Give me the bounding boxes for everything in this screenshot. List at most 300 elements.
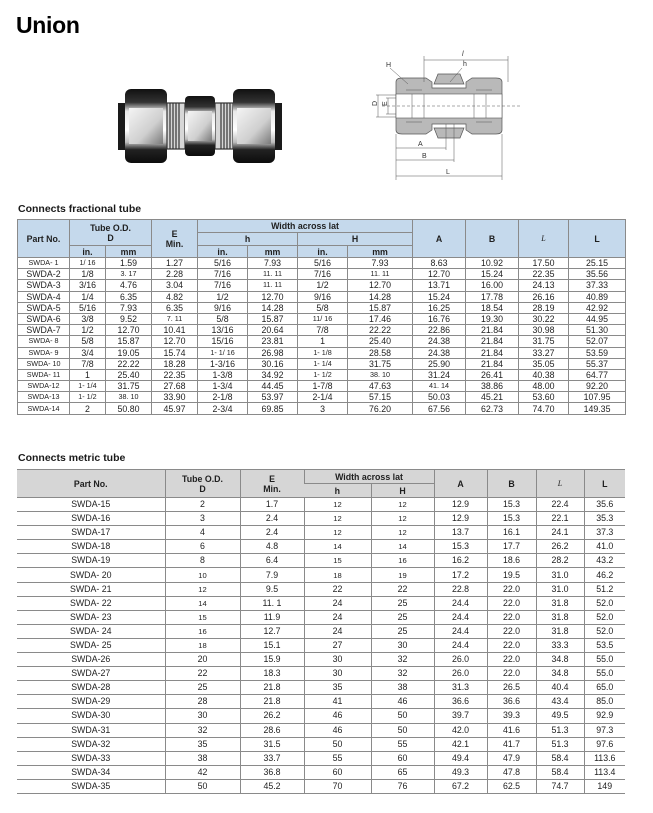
cell-b: 15.3 xyxy=(487,498,536,512)
table-row xyxy=(18,392,626,403)
cell-e-min: 3.04 xyxy=(152,280,198,291)
cell-h-mm: 15.87 xyxy=(248,313,298,324)
fractional-tube-table xyxy=(17,219,626,415)
cell-h: 18 xyxy=(304,568,371,582)
cell-H: 19 xyxy=(371,568,434,582)
cell-b: 17.78 xyxy=(466,291,519,302)
col-header-l-big: L xyxy=(569,220,626,258)
table-row xyxy=(17,526,625,540)
cell-h-in: 1-3/4 xyxy=(198,381,248,392)
cell-a: 31.3 xyxy=(434,681,487,695)
cell-l-small: 58.4 xyxy=(536,751,584,765)
cell-l-small: 17.50 xyxy=(519,258,569,269)
col-header-d-in: in. xyxy=(70,246,106,258)
cell-part-no: SWDA- 22 xyxy=(17,596,165,610)
cell-b: 21.84 xyxy=(466,336,519,347)
min-label: Min. xyxy=(165,238,184,249)
cell-tube-od-d: 22 xyxy=(165,667,240,681)
cell-b: 16.1 xyxy=(487,526,536,540)
fractional-section-title: Connects fractional tube xyxy=(18,203,142,215)
cell-tube-od-d: 50 xyxy=(165,779,240,793)
cell-h-in: 2-3/4 xyxy=(198,403,248,414)
cell-l-big: 107.95 xyxy=(569,392,626,403)
cell-l-small: 24.13 xyxy=(519,280,569,291)
metric-tube-table xyxy=(17,469,625,794)
cell-l-small: 26.2 xyxy=(536,540,584,554)
cell-tube-od-d: 38 xyxy=(165,751,240,765)
cell-part-no: SWDA-18 xyxy=(17,540,165,554)
cell-d-mm: 15.87 xyxy=(106,336,152,347)
col-header-l-small: L xyxy=(519,220,569,258)
cell-part-no: SWDA-28 xyxy=(17,681,165,695)
cell-l-big: 64.77 xyxy=(569,369,626,380)
cell-a: 17.2 xyxy=(434,568,487,582)
cell-l-small: 48.00 xyxy=(519,381,569,392)
cell-d-in: 1/2 xyxy=(70,325,106,336)
label-l: l xyxy=(462,51,464,58)
col-header-tube-od xyxy=(165,470,240,498)
cell-l-small: 34.8 xyxy=(536,667,584,681)
cell-e-min: 6.35 xyxy=(152,302,198,313)
min-label: Min. xyxy=(263,483,281,494)
table-row xyxy=(17,695,625,709)
cell-h-mm: 7.93 xyxy=(248,258,298,269)
cell-l-big: 113.6 xyxy=(584,751,625,765)
cell-l-big: 35.56 xyxy=(569,269,626,280)
metric-section-title: Connects metric tube xyxy=(18,452,126,464)
cell-tube-od-d: 4 xyxy=(165,526,240,540)
cell-H-mm: 7.93 xyxy=(348,258,413,269)
cell-H-in: 7/16 xyxy=(298,269,348,280)
cell-a: 12.9 xyxy=(434,512,487,526)
cell-b: 62.5 xyxy=(487,779,536,793)
cell-h: 41 xyxy=(304,695,371,709)
e-label: E xyxy=(269,473,275,484)
cell-d-in: 3/8 xyxy=(70,313,106,324)
cell-d-mm: 31.75 xyxy=(106,381,152,392)
table-row xyxy=(17,638,625,652)
col-header-part-no: Part No. xyxy=(18,220,70,258)
cell-h-in: 1/2 xyxy=(198,291,248,302)
table-row xyxy=(17,582,625,596)
cell-l-small: 74.7 xyxy=(536,779,584,793)
cell-d-in: 5/8 xyxy=(70,336,106,347)
cell-h-in: 15/16 xyxy=(198,336,248,347)
cell-l-small: 28.2 xyxy=(536,554,584,568)
cell-l-big: 51.30 xyxy=(569,325,626,336)
cell-b: 38.86 xyxy=(466,381,519,392)
col-header-h-big: H xyxy=(371,484,434,498)
d-label: D xyxy=(107,232,114,243)
cell-b: 15.3 xyxy=(487,512,536,526)
cell-part-no: SWDA- 25 xyxy=(17,638,165,652)
cell-a: 13.7 xyxy=(434,526,487,540)
cell-H-mm: 22.22 xyxy=(348,325,413,336)
col-header-e-min xyxy=(240,470,304,498)
col-header-d-mm: mm xyxy=(106,246,152,258)
cell-e-min: 36.8 xyxy=(240,765,304,779)
cell-H-in: 9/16 xyxy=(298,291,348,302)
cell-H: 55 xyxy=(371,737,434,751)
cell-H-mm: 15.87 xyxy=(348,302,413,313)
cell-b: 45.21 xyxy=(466,392,519,403)
cell-h-in: 13/16 xyxy=(198,325,248,336)
cell-e-min: 15.74 xyxy=(152,347,198,358)
cell-h-in: 2-1/8 xyxy=(198,392,248,403)
cell-tube-od-d: 14 xyxy=(165,596,240,610)
cell-e-min: 12.7 xyxy=(240,624,304,638)
cell-b: 22.0 xyxy=(487,653,536,667)
union-fitting-photo xyxy=(115,86,285,166)
cell-part-no: SWDA-13 xyxy=(18,392,70,403)
cell-b: 21.84 xyxy=(466,347,519,358)
cell-d-in: 1 xyxy=(70,369,106,380)
cell-H-in: 1-7/8 xyxy=(298,381,348,392)
cell-b: 16.00 xyxy=(466,280,519,291)
cell-tube-od-d: 8 xyxy=(165,554,240,568)
cell-e-min: 28.6 xyxy=(240,723,304,737)
cell-h-in: 1- 1/ 16 xyxy=(198,347,248,358)
cell-part-no: SWDA-17 xyxy=(17,526,165,540)
cell-l-big: 113.4 xyxy=(584,765,625,779)
cell-part-no: SWDA-4 xyxy=(18,291,70,302)
cell-H: 12 xyxy=(371,498,434,512)
cell-h: 55 xyxy=(304,751,371,765)
cell-h: 12 xyxy=(304,498,371,512)
cell-part-no: SWDA- 20 xyxy=(17,568,165,582)
cell-e-min: 11.9 xyxy=(240,610,304,624)
cell-l-big: 97.6 xyxy=(584,737,625,751)
cell-l-small: 40.4 xyxy=(536,681,584,695)
table-row xyxy=(17,610,625,624)
col-header-H-in: in. xyxy=(298,246,348,258)
table-row xyxy=(17,765,625,779)
cell-e-min: 7.9 xyxy=(240,568,304,582)
cell-H-in: 7/8 xyxy=(298,325,348,336)
cell-e-min: 45.97 xyxy=(152,403,198,414)
cell-H: 38 xyxy=(371,681,434,695)
cell-H: 60 xyxy=(371,751,434,765)
cell-l-small: 35.05 xyxy=(519,358,569,369)
cell-b: 26.5 xyxy=(487,681,536,695)
cell-b: 17.7 xyxy=(487,540,536,554)
cell-h: 46 xyxy=(304,723,371,737)
cell-d-in: 1/4 xyxy=(70,291,106,302)
cell-e-min: 45.2 xyxy=(240,779,304,793)
cell-b: 21.84 xyxy=(466,325,519,336)
cell-H: 22 xyxy=(371,582,434,596)
cell-e-min: 12.70 xyxy=(152,336,198,347)
cell-l-small: 28.19 xyxy=(519,302,569,313)
cell-b: 21.84 xyxy=(466,358,519,369)
cell-d-mm: 3. 17 xyxy=(106,269,152,280)
col-header-h-mm: mm xyxy=(248,246,298,258)
cell-l-small: 24.1 xyxy=(536,526,584,540)
cell-d-mm: 25.40 xyxy=(106,369,152,380)
cell-h-in: 7/16 xyxy=(198,269,248,280)
cell-l-small: 30.22 xyxy=(519,313,569,324)
table-row xyxy=(18,347,626,358)
table-row xyxy=(17,681,625,695)
cell-a: 8.63 xyxy=(413,258,466,269)
cell-l-big: 55.0 xyxy=(584,667,625,681)
cell-a: 24.4 xyxy=(434,596,487,610)
cell-part-no: SWDA-32 xyxy=(17,737,165,751)
cell-H: 30 xyxy=(371,638,434,652)
table-row xyxy=(18,381,626,392)
cell-b: 19.30 xyxy=(466,313,519,324)
cell-l-big: 46.2 xyxy=(584,568,625,582)
cell-b: 18.6 xyxy=(487,554,536,568)
col-header-a: A xyxy=(413,220,466,258)
cell-e-min: 6.4 xyxy=(240,554,304,568)
cell-l-big: 25.15 xyxy=(569,258,626,269)
cell-a: 49.4 xyxy=(434,751,487,765)
cell-part-no: SWDA- 21 xyxy=(17,582,165,596)
cell-l-small: 26.16 xyxy=(519,291,569,302)
cell-tube-od-d: 2 xyxy=(165,498,240,512)
cell-a: 16.76 xyxy=(413,313,466,324)
cell-a: 42.0 xyxy=(434,723,487,737)
cell-part-no: SWDA- 1 xyxy=(18,258,70,269)
col-header-h-small: h xyxy=(198,233,298,246)
cell-tube-od-d: 10 xyxy=(165,568,240,582)
cell-d-mm: 1.59 xyxy=(106,258,152,269)
cell-h-mm: 23.81 xyxy=(248,336,298,347)
cell-b: 22.0 xyxy=(487,638,536,652)
cell-l-big: 44.95 xyxy=(569,313,626,324)
cell-l-big: 43.2 xyxy=(584,554,625,568)
cell-a: 25.90 xyxy=(413,358,466,369)
cell-e-min: 27.68 xyxy=(152,381,198,392)
cell-H-mm: 12.70 xyxy=(348,280,413,291)
cell-part-no: SWDA-14 xyxy=(18,403,70,414)
cell-H-mm: 14.28 xyxy=(348,291,413,302)
cell-H-in: 2-1/4 xyxy=(298,392,348,403)
table-row xyxy=(17,751,625,765)
cell-e-min: 22.35 xyxy=(152,369,198,380)
cell-part-no: SWDA-27 xyxy=(17,667,165,681)
cell-H: 32 xyxy=(371,653,434,667)
cell-b: 10.92 xyxy=(466,258,519,269)
cell-d-in: 5/16 xyxy=(70,302,106,313)
cell-l-big: 35.6 xyxy=(584,498,625,512)
cell-l-big: 149 xyxy=(584,779,625,793)
cell-H-mm: 31.75 xyxy=(348,358,413,369)
cell-H-in: 1- 1/8 xyxy=(298,347,348,358)
table-row xyxy=(17,540,625,554)
cell-tube-od-d: 15 xyxy=(165,610,240,624)
cell-h-mm: 14.28 xyxy=(248,302,298,313)
cell-tube-od-d: 3 xyxy=(165,512,240,526)
cell-h-in: 1-3/8 xyxy=(198,369,248,380)
cell-l-small: 40.38 xyxy=(519,369,569,380)
cell-e-min: 9.5 xyxy=(240,582,304,596)
union-dimension-drawing xyxy=(362,46,532,186)
cell-a: 16.2 xyxy=(434,554,487,568)
cell-d-mm: 12.70 xyxy=(106,325,152,336)
cell-h-mm: 12.70 xyxy=(248,291,298,302)
cell-part-no: SWDA-31 xyxy=(17,723,165,737)
label-H: H xyxy=(386,62,392,69)
cell-a: 26.0 xyxy=(434,667,487,681)
cell-H-mm: 17.46 xyxy=(348,313,413,324)
table-row xyxy=(18,369,626,380)
table-row xyxy=(17,596,625,610)
cell-l-small: 33.3 xyxy=(536,638,584,652)
cell-h-mm: 11. 11 xyxy=(248,280,298,291)
cell-b: 15.24 xyxy=(466,269,519,280)
cell-d-mm: 38. 10 xyxy=(106,392,152,403)
cell-part-no: SWDA-16 xyxy=(17,512,165,526)
cell-tube-od-d: 35 xyxy=(165,737,240,751)
cell-h-mm: 30.16 xyxy=(248,358,298,369)
cell-H-mm: 25.40 xyxy=(348,336,413,347)
label-D: D xyxy=(372,100,379,106)
cell-h: 12 xyxy=(304,512,371,526)
cell-a: 24.38 xyxy=(413,347,466,358)
cell-part-no: SWDA-2 xyxy=(18,269,70,280)
cell-d-in: 1/8 xyxy=(70,269,106,280)
cell-d-in: 3/4 xyxy=(70,347,106,358)
cell-l-small: 31.8 xyxy=(536,610,584,624)
cell-l-big: 35.3 xyxy=(584,512,625,526)
cell-h-mm: 20.64 xyxy=(248,325,298,336)
cell-H-mm: 47.63 xyxy=(348,381,413,392)
cell-H-in: 1 xyxy=(298,336,348,347)
cell-tube-od-d: 42 xyxy=(165,765,240,779)
cell-b: 22.0 xyxy=(487,667,536,681)
cell-e-min: 21.8 xyxy=(240,681,304,695)
cell-h: 30 xyxy=(304,667,371,681)
cell-l-big: 52.0 xyxy=(584,624,625,638)
cell-h-mm: 69.85 xyxy=(248,403,298,414)
cell-e-min: 26.2 xyxy=(240,709,304,723)
cell-tube-od-d: 30 xyxy=(165,709,240,723)
cell-part-no: SWDA-5 xyxy=(18,302,70,313)
cell-d-in: 7/8 xyxy=(70,358,106,369)
cell-l-big: 149.35 xyxy=(569,403,626,414)
cell-H-in: 3 xyxy=(298,403,348,414)
cell-a: 42.1 xyxy=(434,737,487,751)
cell-part-no: SWDA- 10 xyxy=(18,358,70,369)
cell-tube-od-d: 6 xyxy=(165,540,240,554)
cell-a: 36.6 xyxy=(434,695,487,709)
cell-d-in: 1- 1/4 xyxy=(70,381,106,392)
cell-b: 22.0 xyxy=(487,624,536,638)
table-row xyxy=(18,258,626,269)
cell-part-no: SWDA-34 xyxy=(17,765,165,779)
cell-H-mm: 28.58 xyxy=(348,347,413,358)
cell-tube-od-d: 32 xyxy=(165,723,240,737)
cell-h: 15 xyxy=(304,554,371,568)
cell-part-no: SWDA- 23 xyxy=(17,610,165,624)
cell-e-min: 2.28 xyxy=(152,269,198,280)
cell-H: 25 xyxy=(371,596,434,610)
cell-tube-od-d: 16 xyxy=(165,624,240,638)
cell-l-big: 53.59 xyxy=(569,347,626,358)
cell-H: 25 xyxy=(371,610,434,624)
cell-h-mm: 26.98 xyxy=(248,347,298,358)
cell-part-no: SWDA-29 xyxy=(17,695,165,709)
table-row xyxy=(17,624,625,638)
cell-d-mm: 9.52 xyxy=(106,313,152,324)
fractional-table-body xyxy=(18,258,626,415)
cell-H: 76 xyxy=(371,779,434,793)
cell-l-small: 31.0 xyxy=(536,582,584,596)
cell-a: 67.56 xyxy=(413,403,466,414)
table-row xyxy=(17,554,625,568)
table-row xyxy=(17,779,625,793)
cell-d-mm: 22.22 xyxy=(106,358,152,369)
col-header-h-big: H xyxy=(298,233,413,246)
cell-a: 24.38 xyxy=(413,336,466,347)
cell-tube-od-d: 25 xyxy=(165,681,240,695)
cell-l-small: 34.8 xyxy=(536,653,584,667)
cell-e-min: 33.90 xyxy=(152,392,198,403)
cell-h: 70 xyxy=(304,779,371,793)
cell-e-min: 21.8 xyxy=(240,695,304,709)
cell-d-mm: 4.76 xyxy=(106,280,152,291)
cell-b: 36.6 xyxy=(487,695,536,709)
cell-b: 22.0 xyxy=(487,596,536,610)
cell-H-in: 5/8 xyxy=(298,302,348,313)
table-row xyxy=(17,667,625,681)
cell-e-min: 10.41 xyxy=(152,325,198,336)
cell-H-in: 11/ 16 xyxy=(298,313,348,324)
cell-a: 22.8 xyxy=(434,582,487,596)
label-E: E xyxy=(382,101,389,106)
cell-part-no: SWDA-7 xyxy=(18,325,70,336)
cell-h-mm: 34.92 xyxy=(248,369,298,380)
cell-H: 50 xyxy=(371,723,434,737)
cell-h-mm: 44.45 xyxy=(248,381,298,392)
cell-tube-od-d: 18 xyxy=(165,638,240,652)
cell-h: 46 xyxy=(304,709,371,723)
cell-e-min: 4.82 xyxy=(152,291,198,302)
cell-l-big: 55.37 xyxy=(569,358,626,369)
cell-part-no: SWDA-30 xyxy=(17,709,165,723)
cell-h: 12 xyxy=(304,526,371,540)
cell-e-min: 18.28 xyxy=(152,358,198,369)
cell-h-in: 1-3/16 xyxy=(198,358,248,369)
cell-l-small: 31.8 xyxy=(536,596,584,610)
cell-e-min: 1.7 xyxy=(240,498,304,512)
cell-l-small: 31.8 xyxy=(536,624,584,638)
cell-h: 27 xyxy=(304,638,371,652)
cell-l-big: 37.3 xyxy=(584,526,625,540)
cell-l-small: 43.4 xyxy=(536,695,584,709)
cell-l-big: 92.20 xyxy=(569,381,626,392)
col-header-a: A xyxy=(434,470,487,498)
cell-l-small: 49.5 xyxy=(536,709,584,723)
cell-l-small: 30.98 xyxy=(519,325,569,336)
cell-l-small: 53.60 xyxy=(519,392,569,403)
cell-d-mm: 7.93 xyxy=(106,302,152,313)
cell-part-no: SWDA-26 xyxy=(17,653,165,667)
cell-l-small: 22.1 xyxy=(536,512,584,526)
cell-H-in: 1- 1/2 xyxy=(298,369,348,380)
cell-H: 25 xyxy=(371,624,434,638)
cell-l-small: 58.4 xyxy=(536,765,584,779)
col-header-width-across: Width across lat xyxy=(304,470,434,484)
cell-a: 24.4 xyxy=(434,624,487,638)
cell-H-mm: 11. 11 xyxy=(348,269,413,280)
cell-d-mm: 50.80 xyxy=(106,403,152,414)
cell-H-mm: 38. 10 xyxy=(348,369,413,380)
cell-h-in: 5/16 xyxy=(198,258,248,269)
cell-part-no: SWDA-15 xyxy=(17,498,165,512)
